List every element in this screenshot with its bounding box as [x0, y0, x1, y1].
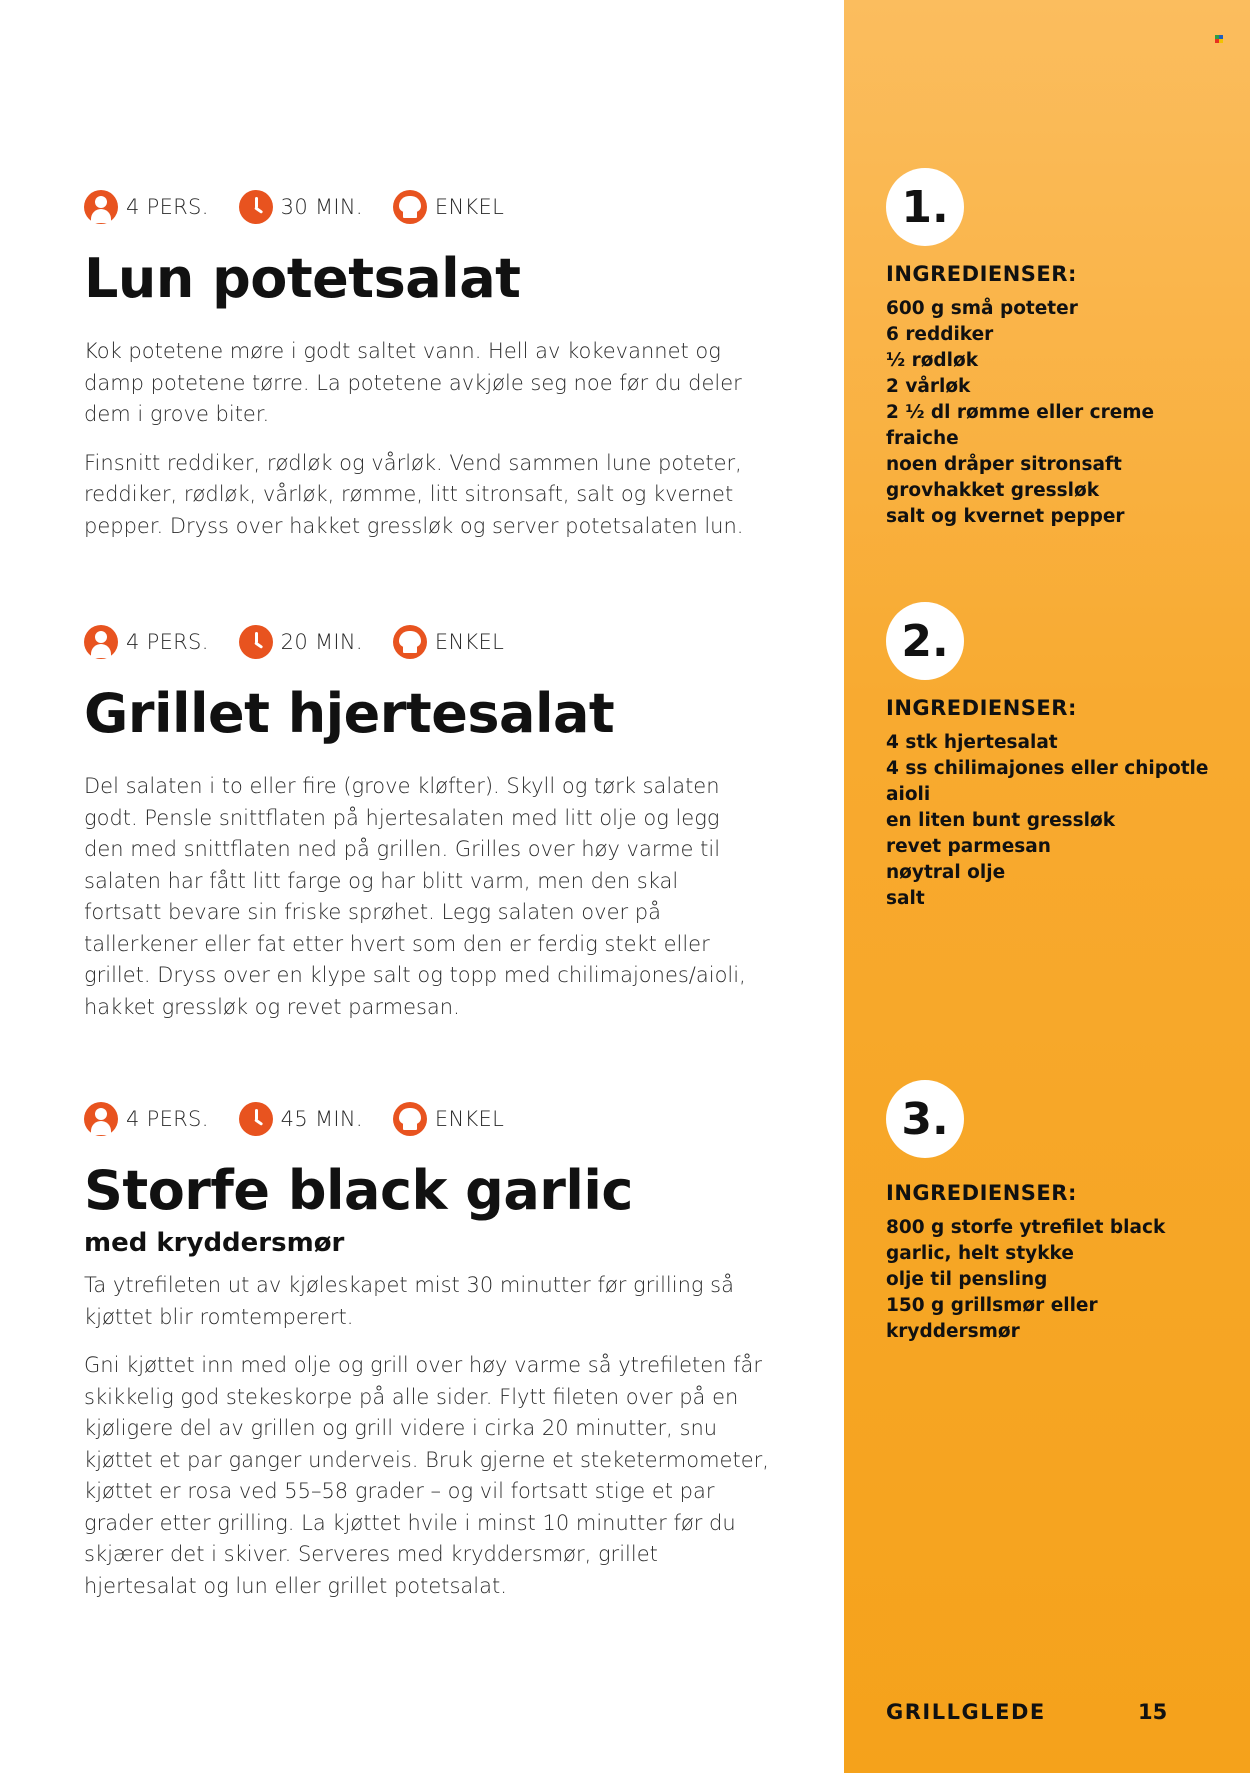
ingredient-item: 6 reddiker [886, 324, 994, 345]
ingredient-item: 150 g grillsmør eller [886, 1295, 1098, 1316]
time-label: 45 MIN. [280, 1107, 363, 1131]
ingredients-list-1 [886, 262, 1226, 530]
ingredients-list-2 [886, 696, 1226, 912]
persons-label: 4 PERS. [126, 630, 209, 654]
difficulty-info [393, 1102, 504, 1136]
brand-logo-icon [1215, 35, 1223, 43]
ingredient-item: aioli [886, 784, 931, 805]
persons-info [84, 1102, 209, 1136]
recipe-paragraph: Kok potetene møre i godt saltet vann. Hell av kokevannet og damp potetene tørre. La potetene avkjøle seg noe før du deler dem i grove biter. [84, 339, 742, 426]
recipe-title: Storfe black garlic [84, 1159, 633, 1222]
ingredient-item: grovhakket gressløk [886, 480, 1100, 501]
recipe-3 [84, 1099, 784, 1602]
ingredient-item: olje til pensling [886, 1269, 1048, 1290]
ingredient-item: 800 g storfe ytrefilet black [886, 1217, 1166, 1238]
difficulty-label: ENKEL [434, 1107, 505, 1131]
person-icon [84, 1102, 118, 1136]
chef-hat-icon [393, 625, 427, 659]
difficulty-info [393, 190, 504, 224]
step-number-badge: 3. [886, 1080, 964, 1158]
recipe-title: Grillet hjertesalat [84, 682, 615, 745]
ingredient-item: 4 stk hjertesalat [886, 732, 1058, 753]
recipe-1 [84, 187, 784, 542]
ingredient-item: salt [886, 888, 925, 909]
clock-icon [239, 625, 273, 659]
page-number: 15 [1138, 1700, 1168, 1724]
ingredient-item: fraiche [886, 428, 959, 449]
time-info [239, 1102, 363, 1136]
chef-hat-icon [393, 1102, 427, 1136]
ingredient-item: 2 vårløk [886, 376, 971, 397]
footer-section-label: GRILLGLEDE [886, 1700, 1046, 1724]
clock-icon [239, 1102, 273, 1136]
ingredients-heading: INGREDIENSER: [886, 1181, 1077, 1205]
time-label: 30 MIN. [280, 195, 363, 219]
persons-label: 4 PERS. [126, 195, 209, 219]
time-label: 20 MIN. [280, 630, 363, 654]
recipe-meta [84, 1099, 784, 1139]
ingredient-item: en liten bunt gressløk [886, 810, 1116, 831]
ingredient-item: 600 g små poteter [886, 298, 1078, 319]
ingredient-item: nøytral olje [886, 862, 1006, 883]
ingredients-heading: INGREDIENSER: [886, 696, 1077, 720]
ingredient-item: ½ rødløk [886, 350, 979, 371]
difficulty-label: ENKEL [434, 630, 505, 654]
difficulty-label: ENKEL [434, 195, 505, 219]
difficulty-info [393, 625, 504, 659]
ingredient-item: revet parmesan [886, 836, 1051, 857]
recipe-meta [84, 187, 784, 227]
ingredient-item: garlic, helt stykke [886, 1243, 1074, 1264]
recipe-paragraph: Finsnitt reddiker, rødløk og vårløk. Vend sammen lune poteter, reddiker, rødløk, vårløk, rømme, litt sitronsaft, salt og kvernet pepper. Dryss over hakket gressløk og server potetsalaten lun. [84, 450, 744, 538]
recipe-paragraph: Del salaten i to eller fire (grove kløfter). Skyll og tørk salaten godt. Pensle snittflaten på hjertesalaten med litt olje og legg den med snittflaten ned på grillen. Grilles over høy varme til salaten har fått litt farge og har blitt varm, men den skal fortsatt bevare sin friske sprøhet. Legg salaten over på tallerkener eller fat etter hvert som den er ferdig stekt eller grillet. Dryss over en klype salt og topp med chilimajones/aioli, hakket gressløk og revet parmesan. [84, 774, 746, 1019]
recipe-2 [84, 622, 784, 1023]
chef-hat-icon [393, 190, 427, 224]
person-icon [84, 190, 118, 224]
step-number-badge: 2. [886, 602, 964, 680]
ingredients-list-3 [886, 1181, 1226, 1345]
persons-info [84, 190, 209, 224]
person-icon [84, 625, 118, 659]
ingredient-item: kryddersmør [886, 1321, 1020, 1342]
time-info [239, 190, 363, 224]
ingredient-item: 2 ½ dl rømme eller creme [886, 402, 1155, 423]
ingredients-heading: INGREDIENSER: [886, 262, 1077, 286]
persons-label: 4 PERS. [126, 1107, 209, 1131]
recipe-subtitle: med kryddersmør [84, 1228, 345, 1258]
persons-info [84, 625, 209, 659]
ingredient-item: 4 ss chilimajones eller chipotle [886, 758, 1209, 779]
time-info [239, 625, 363, 659]
ingredient-item: noen dråper sitronsaft [886, 454, 1122, 475]
recipe-paragraph: Ta ytrefileten ut av kjøleskapet mist 30 minutter før grilling så kjøttet blir romtemperert. [84, 1273, 734, 1329]
recipe-title: Lun potetsalat [84, 247, 521, 310]
ingredient-item: salt og kvernet pepper [886, 506, 1125, 527]
step-number-badge: 1. [886, 168, 964, 246]
recipe-meta [84, 622, 784, 662]
recipe-paragraph: Gni kjøttet inn med olje og grill over høy varme så ytrefileten får skikkelig god stekeskorpe på alle sider. Flytt fileten over på en kjøligere del av grillen og grill videre i cirka 20 minutter, snu kjøttet et par ganger underveis. Bruk gjerne et steketermometer, kjøttet er rosa ved 55–58 grader – og vil fortsatt stige et par grader etter grilling. La kjøttet hvile i minst 10 minutter før du skjærer det i skiver. Serveres med kryddersmør, grillet hjertesalat og lun eller grillet potetsalat. [84, 1353, 769, 1598]
clock-icon [239, 190, 273, 224]
